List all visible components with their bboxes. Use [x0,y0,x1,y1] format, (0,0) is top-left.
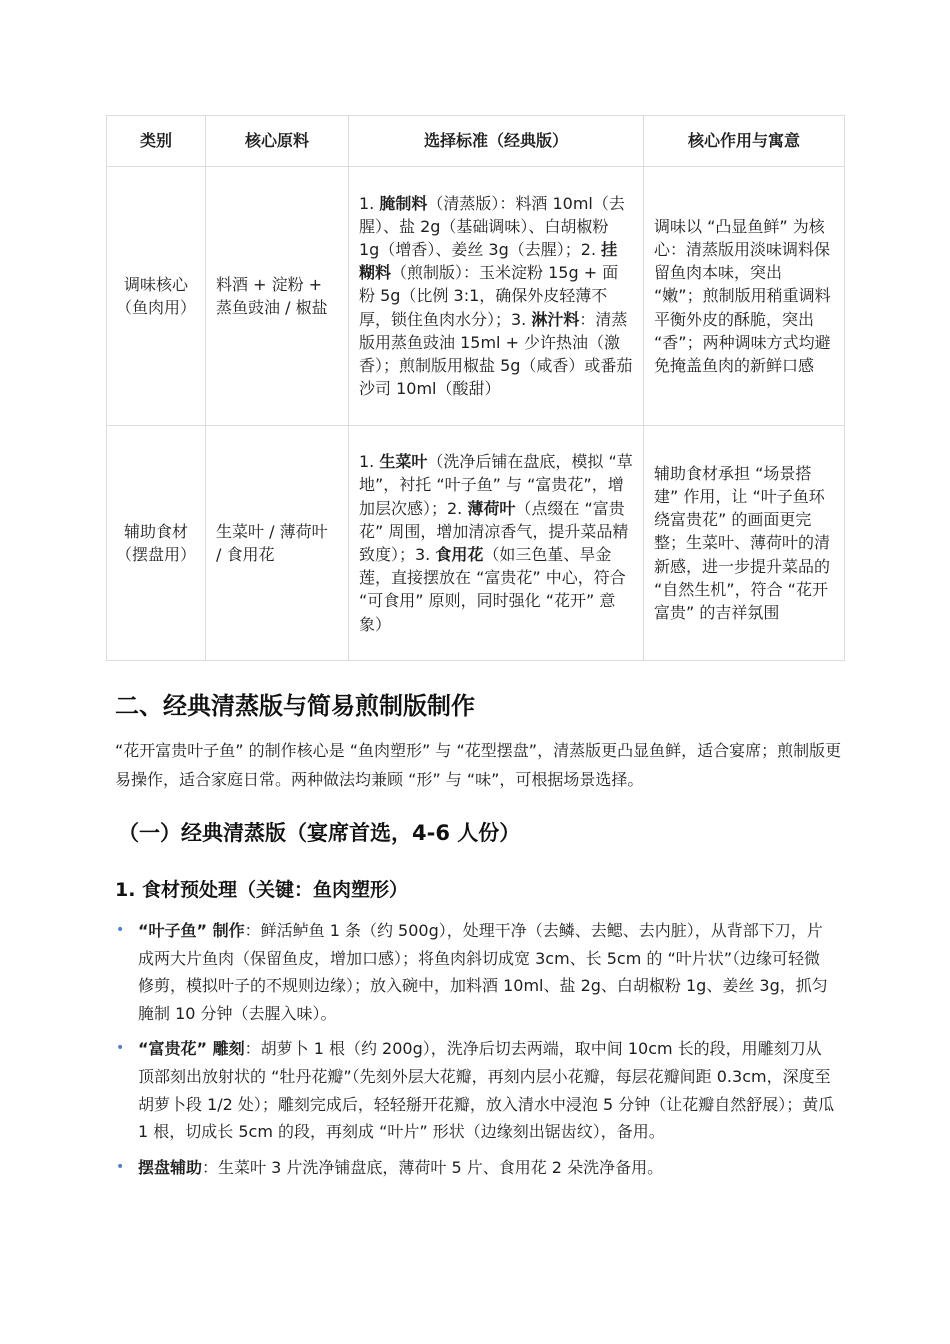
item-label: 摆盘辅助 [138,1157,203,1177]
section-intro: “花开富贵叶子鱼” 的制作核心是 “鱼肉塑形” 与 “花型摆盘”，清蒸版更凸显鱼鲜，适合宴席；煎制版更易操作，适合家庭日常。两种做法均兼顾 “形” 与 “味”，可根据场景选择。 [115,741,842,789]
bullet-icon: • [116,1040,125,1057]
list-item [115,1154,835,1182]
standard-cell [349,426,644,661]
ingredients-cell: 生菜叶 / 薄荷叶 / 食用花 [206,426,349,661]
standard-bold-term: 腌制料 [379,193,428,213]
section-heading: 二、经典清蒸版与简易煎制版制作 [115,692,475,720]
ingredients-table [106,115,845,661]
standard-cell [349,167,644,426]
standard-text: 1. [359,193,380,213]
standard-text: （如三色堇、旱金莲，直接摆放在 “富贵花” 中心，符合 “可食用” 原则，同时强化 “花开” 意象） [359,545,626,634]
item-text: ：胡萝卜 1 根（约 200g），洗净后切去两端，取中间 10cm 长的段，用雕刻刀从顶部刻出放射状的 “牡丹花瓣”（先刻外层大花瓣，再刻内层小花瓣，每层花瓣间距 0.3cm，深度至胡萝卜段 1/2 处）；雕刻完成后，轻轻掰开花瓣，放入清水中浸泡 5 分钟（让花瓣自然舒展）；黄瓜 1 根，切成长 5cm 的段，再刻成 “叶片” 形状（边缘刻出锯齿纹），备用。 [138,1039,835,1142]
standard-bold-term: 挂糊料 [359,239,618,283]
meaning-cell: 辅助食材承担 “场景搭建” 作用，让 “叶子鱼环绕富贵花” 的画面更完整；生菜叶、薄荷叶的清新感，进一步提升菜品的 “自然生机”，符合 “花开富贵” 的吉祥氛围 [644,426,845,661]
subsection-heading: （一）经典清蒸版（宴席首选，4-6 人份） [118,821,521,845]
category-cell: 调味核心（鱼肉用） [107,167,206,426]
list-item [115,917,835,1027]
bullet-icon: • [116,922,125,938]
standard-text: （煎制版）：玉米淀粉 15g + 面粉 5g（比例 3:1，确保外皮轻薄不厚，锁住鱼肉水分）；3. [359,263,619,329]
standard-bold-term: 生菜叶 [379,452,428,472]
table-row [107,426,845,661]
table-row [107,167,845,426]
header-standard: 选择标准（经典版） [349,116,644,167]
header-category: 类别 [107,116,206,167]
item-label: “叶子鱼” 制作 [138,921,245,940]
step-heading: 1. 食材预处理（关键：鱼肉塑形） [115,879,409,901]
meaning-cell: 调味以 “凸显鱼鲜” 为核心：清蒸版用淡味调料保留鱼肉本味，突出 “嫩”；煎制版用稍重调料平衡外皮的酥脆，突出 “香”；两种调味方式均避免掩盖鱼肉的新鲜口感 [644,167,845,426]
item-text: ：鲜活鲈鱼 1 条（约 500g），处理干净（去鳞、去鳃、去内脏），从背部下刀，片成两大片鱼肉（保留鱼皮，增加口感）；将鱼肉斜切成宽 3cm、长 5cm 的 “叶片状”（边缘可轻微修剪，模拟叶子的不规则边缘）；放入碗中，加料酒 10ml、盐 2g、白胡椒粉 1g、姜丝 3g，抓匀腌制 10 分钟（去腥入味）。 [138,921,828,1023]
category-cell: 辅助食材（摆盘用） [107,426,206,661]
item-text: ：生菜叶 3 片洗净铺盘底，薄荷叶 5 片、食用花 2 朵洗净备用。 [202,1157,664,1177]
ingredients-cell: 料酒 + 淀粉 + 蒸鱼豉油 / 椒盐 [206,167,349,426]
table-header-row [107,116,845,167]
item-label: “富贵花” 雕刻 [138,1039,245,1059]
list-item [115,1035,835,1145]
header-ingredients: 核心原料 [206,116,349,167]
standard-text: ：清蒸版用蒸鱼豉油 15ml + 少许热油（激香）；煎制版用椒盐 5g（咸香）或番茄沙司 10ml（酸甜） [359,309,633,399]
standard-text: （洗净后铺在盘底，模拟 “草地”，衬托 “叶子鱼” 与 “富贵花”，增加层次感）；2. [359,452,633,518]
bullet-icon: • [116,1158,125,1175]
standard-bold-term: 薄荷叶 [467,498,516,518]
standard-text: 1. [359,452,380,472]
standard-bold-term: 食用花 [435,545,484,564]
standard-text: （点缀在 “富贵花” 周围，增加清凉香气，提升菜品精致度）；3. [359,498,629,564]
standard-text: （清蒸版）：料酒 10ml（去腥）、盐 2g（基础调味）、白胡椒粉 1g（增香）、姜丝 3g（去腥）；2. [359,193,625,259]
header-meaning: 核心作用与寓意 [644,116,845,167]
prep-list [115,917,835,1189]
standard-bold-term: 淋汁料 [531,309,580,329]
